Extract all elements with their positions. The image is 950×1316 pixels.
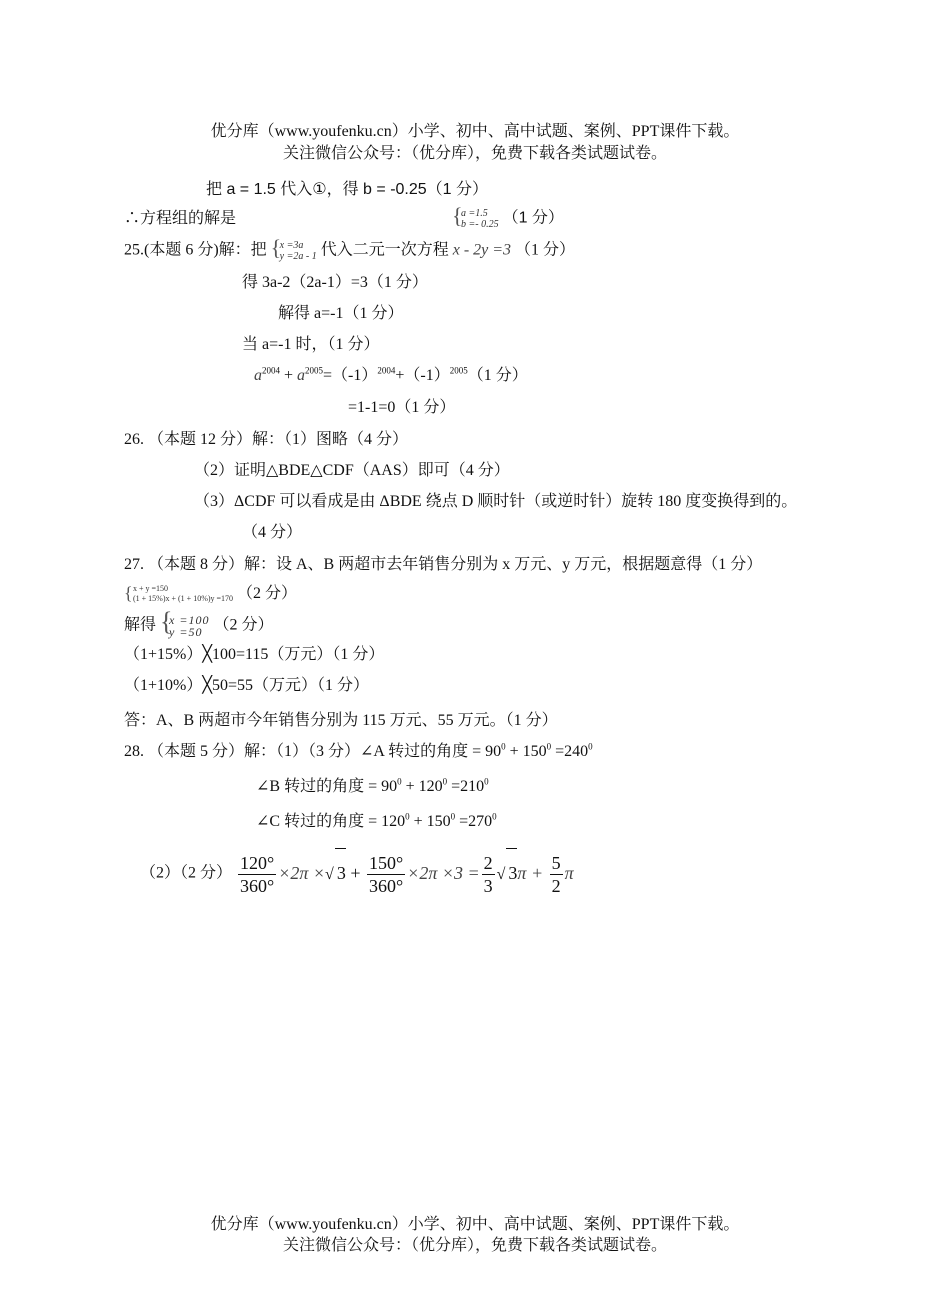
degree-sup: 0 <box>484 776 489 787</box>
fraction <box>238 852 276 897</box>
q28-pi-2: π <box>564 863 574 883</box>
q27-sys-2: (1 + 15%)x + (1 + 10%)y =170 <box>133 594 234 604</box>
degree-sup: 0 <box>397 776 402 787</box>
q25-sys-x: x =3a <box>279 240 304 251</box>
q27-solve-score: （2 分） <box>213 616 274 634</box>
fraction <box>482 852 495 897</box>
q26-line-3: （3）ΔCDF 可以看成是由 ΔBDE 绕点 D 顺时针（或逆时针）旋转 180 度变换得到的。 <box>194 493 798 510</box>
q25-equation: x - 2y =3 <box>452 241 512 259</box>
q28-l1-text: 28. （本题 5 分）解：（1）（3 分）∠A 转过的角度 = 90 <box>124 743 502 760</box>
q28-times-2: ×2π ×3 = <box>407 863 480 883</box>
q27-line-5: （1+10%）╳50=55（万元）（1 分） <box>124 677 370 694</box>
q24-substitution-line: 把 a = 1.5 代入①，得 b = -0.25（1 分） <box>206 181 489 198</box>
q24-sys-b: b =- 0.25 <box>461 219 499 230</box>
fraction-numerator: 120° <box>240 853 275 874</box>
fraction-numerator: 5 <box>551 853 561 874</box>
q28-l1-eq: =240 <box>551 743 589 760</box>
fraction-numerator: 2 <box>483 853 493 874</box>
q26-line-4: （4 分） <box>242 524 303 541</box>
q25-power-base-2: a <box>297 367 306 384</box>
q28-pi-1: π + <box>517 863 548 883</box>
brace-icon: { <box>270 235 282 260</box>
q25-mid: 代入二元一次方程 <box>320 241 449 259</box>
q25-power-exp-1: 2004 <box>262 365 280 376</box>
q27-line-1: 27. （本题 8 分）解：设 A、B 两超市去年销售分别为 x 万元、y 万元，根据题意得（1 分） <box>124 556 763 573</box>
q25-power-exp-3: 2004 <box>377 365 396 376</box>
fraction-denominator: 3 <box>483 876 493 897</box>
header-line-2: 关注微信公众号：（优分库），免费下载各类试题试卷。 <box>282 145 667 162</box>
q24-solution-system <box>452 203 564 230</box>
q26-line-1: 26. （本题 12 分）解：（1）图略（4 分） <box>124 431 409 448</box>
fraction-denominator: 360° <box>368 876 404 897</box>
degree-sup: 0 <box>588 741 593 752</box>
q25-plus: + <box>280 367 298 384</box>
q24-solution-score: （1 分） <box>502 209 564 227</box>
sqrt-radicand: 3 <box>335 848 346 897</box>
q25-line-5 <box>254 366 528 386</box>
q25-score: （1 分） <box>515 241 576 259</box>
q27-line-4: （1+15%）╳100=115（万元）（1 分） <box>124 646 385 663</box>
q28-plus: + <box>345 863 365 883</box>
q25-system <box>270 235 317 262</box>
q25-line-4: 当 a=-1 时，（1 分） <box>242 336 380 353</box>
sqrt-icon: √ <box>496 866 506 883</box>
q27-line-3 <box>124 607 274 639</box>
q27-sol-y: y =50 <box>169 625 203 639</box>
q24-sys-a: a =1.5 <box>461 208 488 219</box>
q25-head: 25.(本题 6 分)解：把 <box>124 241 267 259</box>
q25-rest-1: =（-1） <box>323 367 378 384</box>
q28-formula <box>236 853 574 897</box>
q28-line-1 <box>124 742 593 762</box>
q25-rest-3: （1 分） <box>467 367 528 384</box>
brace-icon: { <box>124 583 133 604</box>
q25-sys-y: y =2a - 1 <box>279 251 317 262</box>
footer-line-2: 关注微信公众号：（优分库），免费下载各类试题试卷。 <box>282 1237 667 1254</box>
q27-solution-system <box>160 607 210 639</box>
q28-l3-text: ∠C 转过的角度 = 120 <box>256 813 406 830</box>
q28-l3-eq: =270 <box>455 813 493 830</box>
q28-part-2 <box>140 848 574 896</box>
fraction-denominator: 2 <box>551 876 561 897</box>
q28-part-2-label: （2）（2 分） <box>140 864 233 882</box>
fraction <box>367 852 405 897</box>
q28-times-1: ×2π × <box>278 863 326 883</box>
brace-icon: { <box>160 607 174 636</box>
sqrt-icon: √ <box>325 866 334 883</box>
q27-sys-score: （2 分） <box>237 585 298 602</box>
degree-sup: 0 <box>546 741 552 752</box>
q27-solve-label: 解得 <box>124 616 157 634</box>
q25-power-exp-4: 2005 <box>449 365 468 376</box>
degree-sup: 0 <box>442 776 448 787</box>
q27-line-2 <box>124 584 297 604</box>
sqrt-radicand: 3 <box>506 848 517 897</box>
q28-l1-mid: + 150 <box>505 743 547 760</box>
q25-rest-2: +（-1） <box>395 367 450 384</box>
footer-line-1: 优分库（www.youfenku.cn）小学、初中、高中试题、案例、PPT课件下载。 <box>210 1216 740 1233</box>
q25-line-2: 得 3a-2（2a-1）=3（1 分） <box>242 274 428 291</box>
degree-sup: 0 <box>492 811 497 822</box>
fraction-numerator: 150° <box>368 853 404 874</box>
header-line-1: 优分库（www.youfenku.cn）小学、初中、高中试题、案例、PPT课件下载。 <box>210 123 740 140</box>
q26-line-2: （2）证明△BDE△CDF（AAS）即可（4 分） <box>194 462 510 479</box>
q27-sys-1: x + y =150 <box>133 584 169 594</box>
q28-l2-text: ∠B 转过的角度 = 90 <box>256 778 398 795</box>
q27-answer: 答：A、B 两超市今年销售分别为 115 万元、55 万元。（1 分） <box>124 712 558 729</box>
degree-sup: 0 <box>450 811 456 822</box>
q28-l3-mid: + 150 <box>409 813 451 830</box>
brace-icon: { <box>452 203 463 228</box>
q28-l2-eq: =210 <box>447 778 485 795</box>
q25-power-exp-2: 2005 <box>305 365 324 376</box>
q24-system <box>452 203 499 230</box>
q25-line-1 <box>124 235 576 262</box>
q28-line-3 <box>256 812 497 832</box>
q24-solution-label: ∴方程组的解是 <box>124 210 237 227</box>
fraction <box>550 852 563 897</box>
q25-line-6: =1-1=0（1 分） <box>348 399 456 416</box>
fraction-denominator: 360° <box>240 876 275 897</box>
degree-sup: 0 <box>501 741 506 752</box>
q25-line-3: 解得 a=-1（1 分） <box>278 305 404 322</box>
degree-sup: 0 <box>405 811 410 822</box>
q28-l2-mid: + 120 <box>401 778 443 795</box>
q27-sol-x: x =100 <box>169 613 210 627</box>
q28-line-2 <box>256 777 489 797</box>
q25-power-base-1: a <box>254 367 262 384</box>
q27-system <box>124 584 233 604</box>
